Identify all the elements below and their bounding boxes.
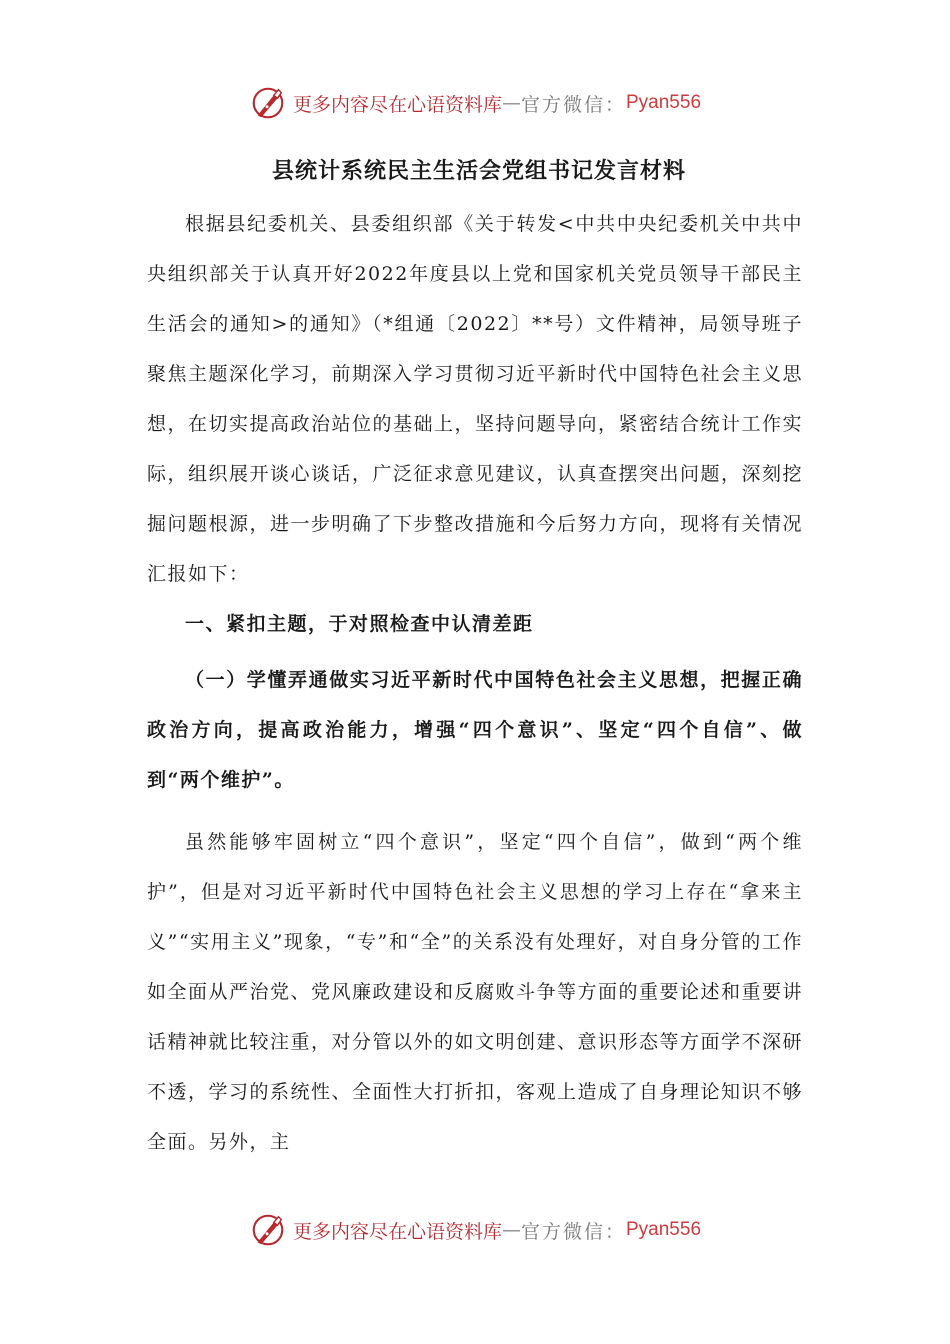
- watermark-site-text: 更多内容尽在心语资料库: [292, 1220, 502, 1243]
- watermark-wechat-id: Pyan556: [626, 92, 702, 113]
- pen-nib-circle-icon: [249, 1211, 287, 1249]
- section-heading-1: 一、紧扣主题，于对照检查中认清差距: [185, 613, 534, 635]
- watermark-site-text: 更多内容尽在心语资料库: [292, 93, 502, 116]
- document-body: [147, 151, 803, 1167]
- document-title: 县统计系统民主生活会党组书记发言材料: [271, 158, 686, 184]
- watermark-separator: —: [501, 92, 521, 114]
- header-watermark-banner: [0, 81, 950, 125]
- subsection-heading-1: （一）学懂弄通做实习近平新时代中国特色社会主义思想，把握正确政治方向，提高政治能力，增强“四个意识”、坚定“四个自信”、做到“两个维护”。: [147, 669, 803, 791]
- watermark-wechat-label: 官方微信：: [520, 1220, 626, 1243]
- intro-paragraph: 根据县纪委机关、县委组织部《关于转发<中共中央纪委机关中共中央组织部关于认真开好2022年度县以上党和国家机关党员领导干部民主生活会的通知>的通知》（*组通〔2022〕**号）文件精神，局领导班子聚焦主题深化学习，前期深入学习贯彻习近平新时代中国特色社会主义思想，在切实提高政治站位的基础上，坚持问题导向，紧密结合统计工作实际，组织展开谈心谈话，广泛征求意见建议，认真查摆突出问题，深刻挖掘问题根源，进一步明确了下步整改措施和今后努力方向，现将有关情况汇报如下：: [147, 213, 804, 585]
- subsection-body-1: 虽然能够牢固树立“四个意识”，坚定“四个自信”，做到“两个维护”，但是对习近平新时代中国特色社会主义思想的学习上存在“拿来主义”“实用主义”现象，“专”和“全”的关系没有处理好，对自身分管的工作如全面从严治党、党风廉政建设和反腐败斗争等方面的重要论述和重要讲话精神就比较注重，对分管以外的如文明创建、意识形态等方面学不深研不透，学习的系统性、全面性大打折扣，客观上造成了自身理论知识不够全面。另外，主: [147, 831, 804, 1153]
- footer-watermark-banner: [0, 1208, 950, 1252]
- watermark-wechat-id: Pyan556: [626, 1219, 702, 1240]
- watermark-separator: —: [501, 1219, 521, 1241]
- pen-nib-circle-icon: [249, 84, 287, 122]
- watermark-wechat-label: 官方微信：: [520, 93, 626, 116]
